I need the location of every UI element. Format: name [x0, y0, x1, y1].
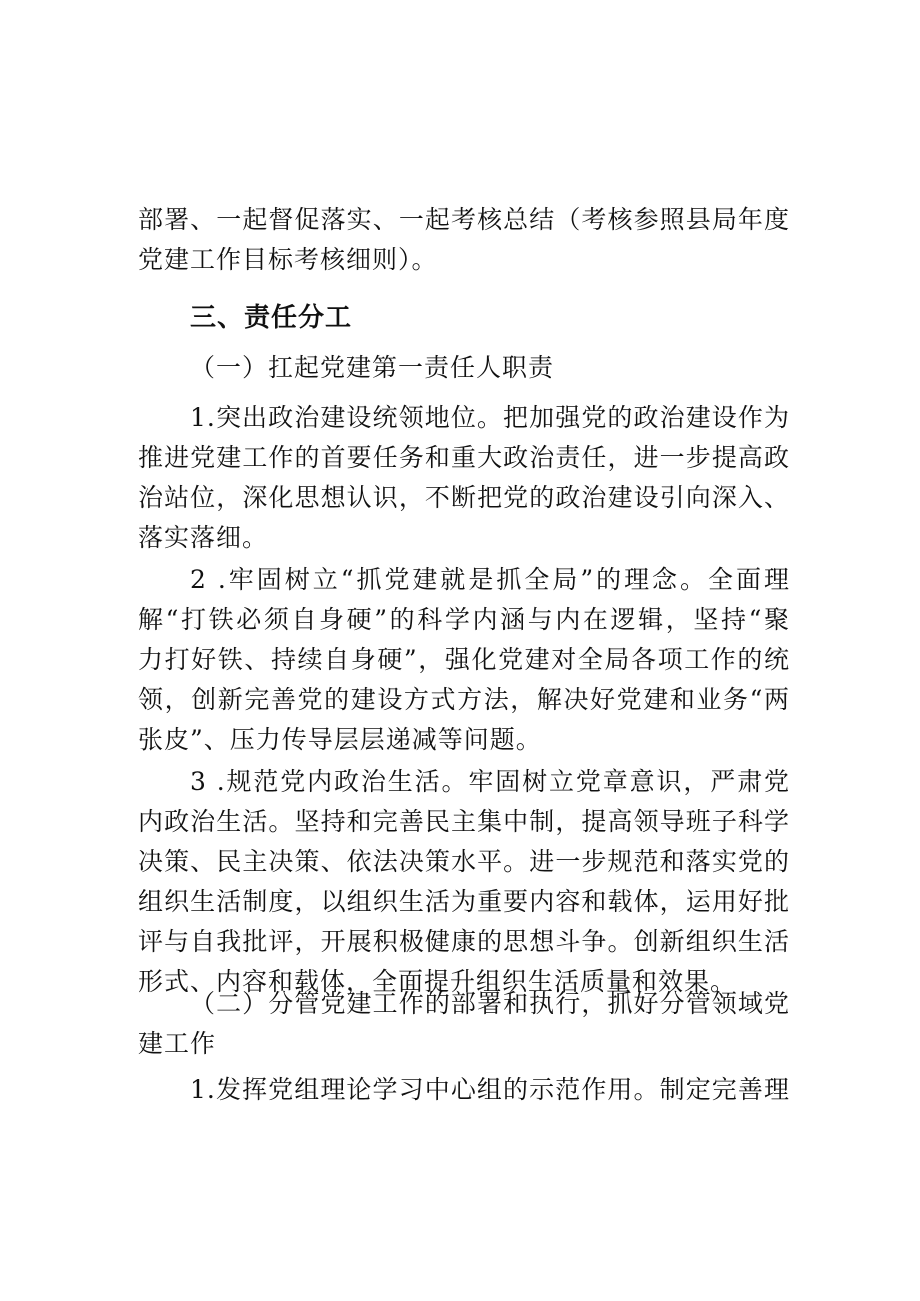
paragraph-line: 领，创新完善党的建设方式方法，解决好党建和业务“两: [138, 685, 790, 714]
intro-line: 党建工作目标考核细则）。: [138, 245, 438, 274]
subsection-1-item-2: [138, 560, 790, 760]
subsection-title-line: 建工作: [138, 1029, 217, 1058]
subsection-title-line: （一）扛起党建第一责任人职责: [190, 353, 555, 382]
intro-line: 部署、一起督促落实、一起考核总结（考核参照县局年度: [138, 205, 790, 234]
paragraph-line: 形式、内容和载体，全面提升组织生活质量和效果。: [138, 967, 737, 996]
paragraph-line: 1.发挥党组理论学习中心组的示范作用。制定完善理: [190, 1075, 790, 1104]
paragraph-line: 推进党建工作的首要任务和重大政治责任，进一步提高政: [138, 443, 790, 472]
paragraph-line: 3 .规范党内政治生活。牢固树立党章意识，严肃党: [190, 767, 790, 796]
subsection-1-item-3: [138, 762, 790, 1002]
subsection-2-item-1: [138, 1070, 790, 1110]
paragraph-line: 张皮”、压力传导层层递减等问题。: [138, 725, 542, 754]
paragraph-line: 治站位，深化思想认识，不断把党的政治建设引向深入、: [138, 483, 790, 512]
subsection-1-title: [138, 348, 790, 388]
subsection-title-line: （二）分管党建工作的部署和执行，抓好分管领域党: [190, 989, 790, 1018]
paragraph-line: 决策、民主决策、依法决策水平。进一步规范和落实党的: [138, 847, 790, 876]
paragraph-line: 组织生活制度，以组织生活为重要内容和载体，运用好批: [138, 887, 790, 916]
subsection-1-item-1: [138, 398, 790, 558]
paragraph-line: 内政治生活。坚持和完善民主集中制，提高领导班子科学: [138, 807, 790, 836]
paragraph-line: 评与自我批评，开展积极健康的思想斗争。创新组织生活: [138, 927, 790, 956]
section-heading: 三、责任分工: [190, 303, 353, 333]
paragraph-line: 2 .牢固树立“抓党建就是抓全局”的理念。全面理: [190, 565, 790, 594]
subsection-2-title: [138, 984, 790, 1064]
paragraph-line: 力打好铁、持续自身硬”，强化党建对全局各项工作的统: [138, 645, 790, 674]
paragraph-line: 1.突出政治建设统领地位。把加强党的政治建设作为: [190, 403, 790, 432]
paragraph-line: 解“打铁必须自身硬”的科学内涵与内在逻辑，坚持“聚: [138, 605, 790, 634]
paragraph-line: 落实落细。: [138, 523, 269, 552]
intro-paragraph: [138, 200, 790, 280]
